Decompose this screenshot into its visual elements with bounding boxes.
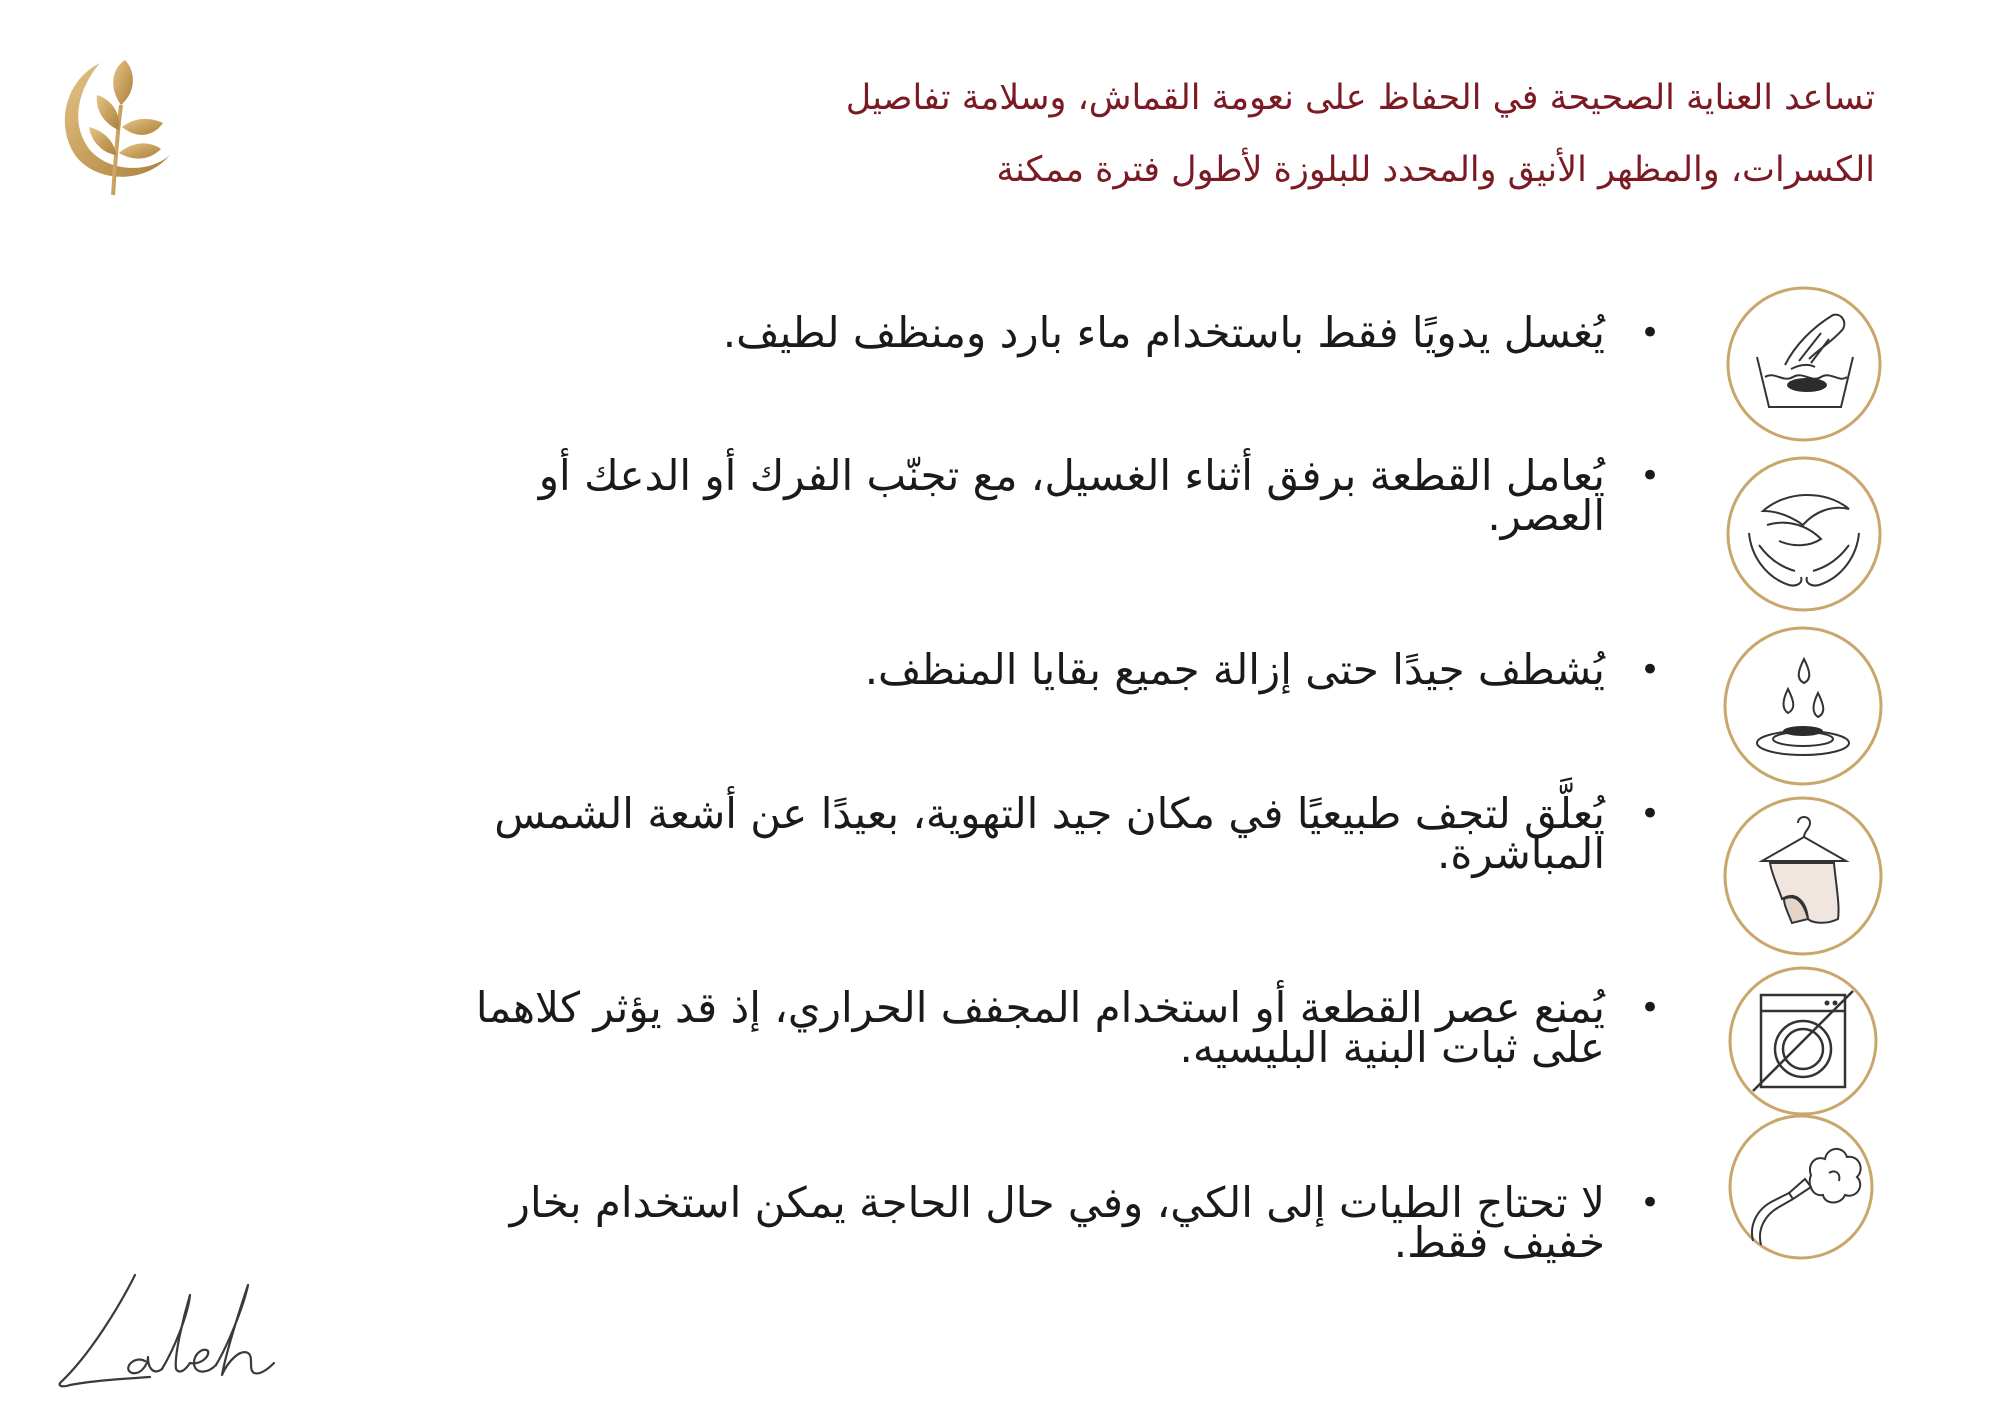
care-item-5-line-2: على ثبات البنية البليسيه. [1179, 1023, 1605, 1072]
care-item-3 [275, 645, 1660, 694]
bullet: • [1639, 313, 1660, 353]
care-item-1-line-1: يُغسل يدويًا فقط باستخدام ماء بارد ومنظف لطيف. [722, 308, 1605, 357]
intro-line-1: تساعد العناية الصحيحة في الحفاظ على نعومة القماش، وسلامة تفاصيل [845, 78, 1875, 118]
care-item-2-line-2: العصر. [1487, 491, 1605, 540]
bullet: • [1639, 794, 1660, 834]
hang-dry-icon [1722, 795, 1884, 957]
care-item-6 [275, 1178, 1660, 1267]
care-item-6-line-2: خفيف فقط. [1393, 1218, 1605, 1267]
care-item-6-line-1: لا تحتاج الطيات إلى الكي، وفي حال الحاجة يمكن استخدام بخار [509, 1178, 1605, 1227]
care-item-4 [275, 789, 1660, 878]
brand-signature-logo [50, 1265, 280, 1390]
care-item-2-line-1: يُعامل القطعة برفق أثناء الغسيل، مع تجنّب الفرك أو الدعك أو [538, 451, 1605, 500]
care-item-4-line-1: يُعلَّق لتجف طبيعيًا في مكان جيد التهوية، بعيدًا عن أشعة الشمس [494, 789, 1605, 838]
steam-icon [1727, 1113, 1875, 1261]
rinse-drops-icon [1722, 625, 1884, 787]
care-item-4-line-2: المباشرة. [1437, 829, 1605, 878]
hand-wash-icon [1725, 285, 1883, 443]
care-item-2 [275, 451, 1660, 540]
bullet: • [1639, 988, 1660, 1028]
care-item-1 [275, 308, 1660, 357]
bullet: • [1639, 1183, 1660, 1223]
bullet: • [1639, 456, 1660, 496]
bullet: • [1639, 650, 1660, 690]
gentle-handling-icon [1725, 455, 1883, 613]
care-item-5 [275, 983, 1660, 1072]
no-tumble-dry-icon [1727, 965, 1879, 1117]
intro-line-2: الكسرات، والمظهر الأنيق والمحدد للبلوزة لأطول فترة ممكنة [996, 150, 1875, 190]
care-item-3-line-1: يُشطف جيدًا حتى إزالة جميع بقايا المنظف. [864, 645, 1605, 694]
care-item-5-line-1: يُمنع عصر القطعة أو استخدام المجفف الحراري، إذ قد يؤثر كلاهما [475, 983, 1605, 1032]
